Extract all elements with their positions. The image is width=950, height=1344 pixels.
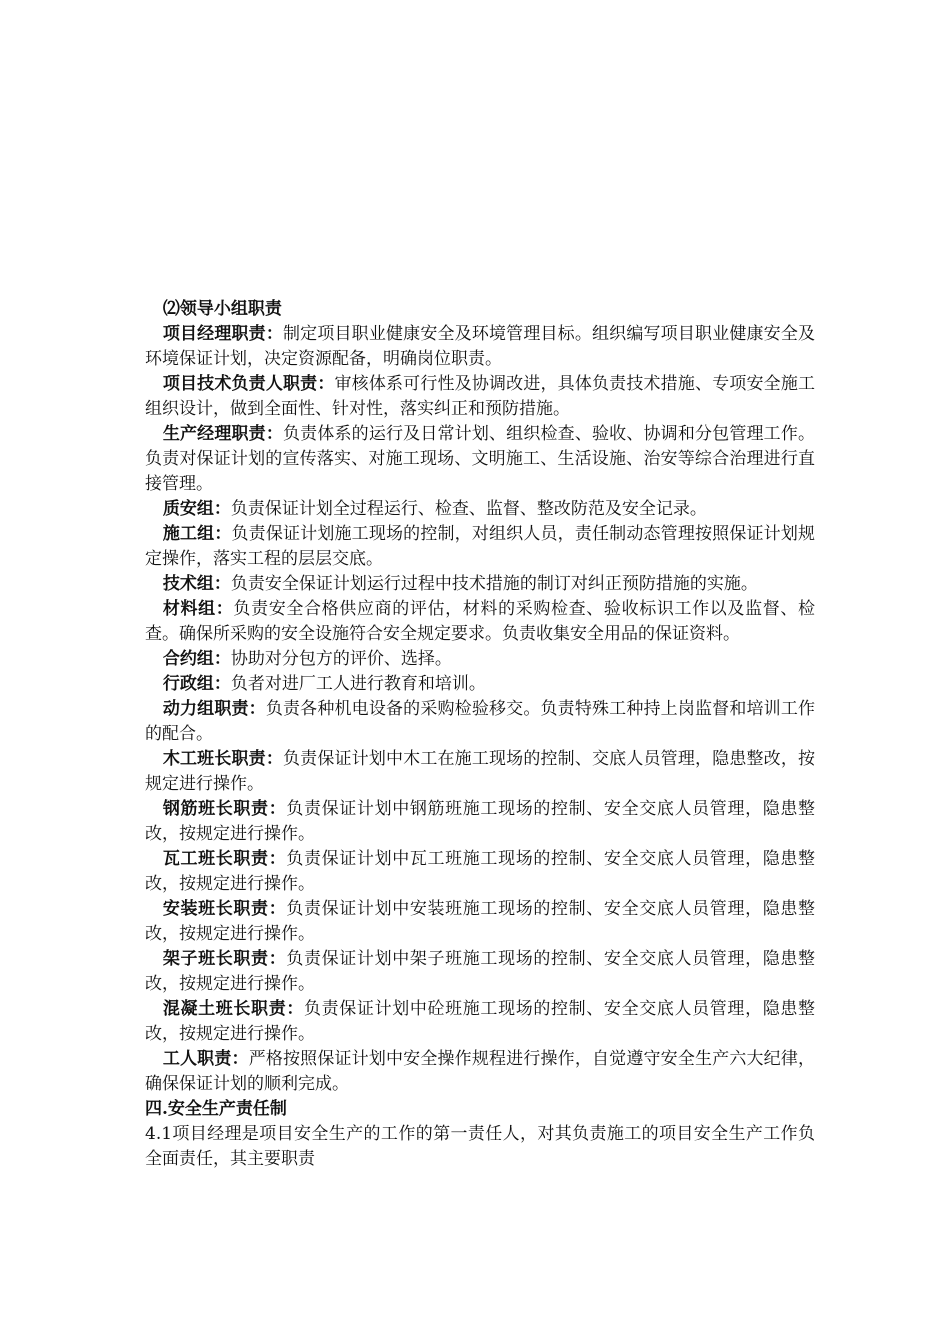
responsibility-text: 负责保证计划中木工在施工现场的控制、交底人员管理，隐患整改，按规定进行操作。 [145, 749, 816, 794]
responsibility-term: 项目经理职责： [162, 324, 284, 344]
responsibility-paragraph [145, 372, 815, 422]
responsibility-paragraph [145, 797, 815, 847]
responsibility-text: 协助对分包方的评价、选择。 [230, 649, 452, 669]
responsibility-text: 审核体系可行性及协调改进，具体负责技术措施、专项安全施工组织设计，做到全面性、针对性，落实纠正和预防措施。 [145, 374, 816, 419]
responsibility-text: 负责安全保证计划运行过程中技术措施的制订对纠正预防措施的实施。 [230, 574, 758, 594]
responsibility-term: 混凝土班长职责： [162, 999, 304, 1019]
responsibility-text: 负责保证计划中架子班施工现场的控制、安全交底人员管理，隐患整改，按规定进行操作。 [145, 949, 816, 994]
responsibility-term: 施工组： [162, 524, 232, 544]
responsibility-paragraph [145, 747, 815, 797]
document-body [145, 297, 815, 1172]
responsibility-term: 钢筋班长职责： [162, 799, 287, 819]
responsibility-paragraph [145, 897, 815, 947]
responsibility-term: 生产经理职责： [162, 424, 284, 444]
responsibility-paragraph [145, 597, 815, 647]
responsibility-text: 负责保证计划中钢筋班施工现场的控制、安全交底人员管理，隐患整改，按规定进行操作。 [145, 799, 816, 844]
responsibility-list [145, 322, 815, 1097]
responsibility-paragraph [145, 672, 815, 697]
responsibility-paragraph [145, 1047, 815, 1097]
responsibility-text: 负责保证计划全过程运行、检查、监督、整改防范及安全记录。 [230, 499, 707, 519]
responsibility-term: 技术组： [162, 574, 231, 594]
responsibility-term: 架子班长职责： [162, 949, 287, 969]
closing-paragraph: 4.1项目经理是项目安全生产的工作的第一责任人，对其负责施工的项目安全生产工作负全面责任，其主要职责 [145, 1124, 815, 1169]
responsibility-paragraph [145, 647, 815, 672]
responsibility-paragraph [145, 322, 815, 372]
responsibility-paragraph [145, 947, 815, 997]
chapter-heading: 四.安全生产责任制 [145, 1099, 287, 1119]
responsibility-paragraph [145, 422, 815, 497]
responsibility-term: 质安组： [162, 499, 231, 519]
responsibility-term: 合约组： [162, 649, 231, 669]
responsibility-paragraph [145, 572, 815, 597]
responsibility-term: 安装班长职责： [162, 899, 287, 919]
responsibility-text: 负责保证计划中瓦工班施工现场的控制、安全交底人员管理，隐患整改，按规定进行操作。 [145, 849, 816, 894]
responsibility-term: 动力组职责： [162, 699, 266, 719]
responsibility-text: 负责保证计划中砼班施工现场的控制、安全交底人员管理，隐患整改，按规定进行操作。 [145, 999, 816, 1044]
responsibility-term: 工人职责： [162, 1049, 249, 1069]
responsibility-paragraph [145, 522, 815, 572]
responsibility-text: 制定项目职业健康安全及环境管理目标。组织编写项目职业健康安全及环境保证计划，决定资源配备，明确岗位职责。 [145, 324, 816, 369]
responsibility-text: 负责各种机电设备的采购检验移交。负责特殊工种持上岗监督和培训工作的配合。 [145, 699, 816, 744]
responsibility-term: 行政组： [162, 674, 231, 694]
responsibility-term: 材料组： [162, 599, 234, 619]
responsibility-paragraph [145, 697, 815, 747]
responsibility-text: 负责安全合格供应商的评估，材料的采购检查、验收标识工作以及监督、检查。确保所采购的安全设施符合安全规定要求。负责收集安全用品的保证资料。 [145, 599, 816, 644]
responsibility-text: 负责体系的运行及日常计划、组织检查、验收、协调和分包管理工作。负责对保证计划的宣传落实、对施工现场、文明施工、生活设施、治安等综合治理进行直接管理。 [145, 424, 816, 494]
responsibility-term: 瓦工班长职责： [162, 849, 287, 869]
responsibility-text: 负责保证计划中安装班施工现场的控制、安全交底人员管理，隐患整改，按规定进行操作。 [145, 899, 816, 944]
responsibility-text: 负责保证计划施工现场的控制，对组织人员，责任制动态管理按照保证计划规定操作，落实工程的层层交底。 [145, 524, 816, 569]
responsibility-text: 严格按照保证计划中安全操作规程进行操作，自觉遵守安全生产六大纪律，确保保证计划的顺利完成。 [145, 1049, 816, 1094]
responsibility-term: 项目技术负责人职责： [162, 374, 335, 394]
responsibility-text: 负者对进厂工人进行教育和培训。 [230, 674, 486, 694]
responsibility-paragraph [145, 997, 815, 1047]
responsibility-term: 木工班长职责： [162, 749, 284, 769]
section-heading: ⑵领导小组职责 [162, 299, 282, 319]
responsibility-paragraph [145, 847, 815, 897]
responsibility-paragraph [145, 497, 815, 522]
